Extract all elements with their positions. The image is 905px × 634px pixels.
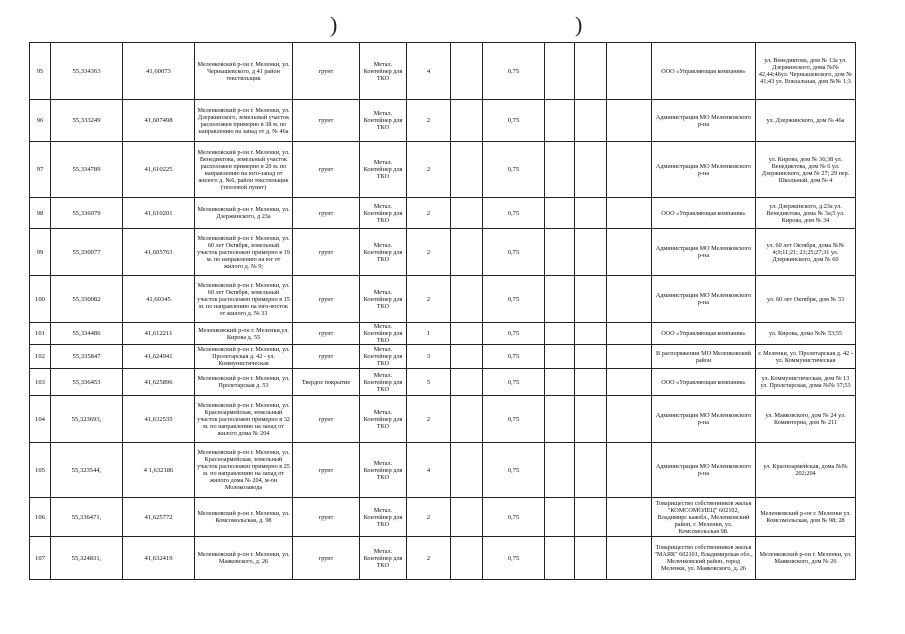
table-body [30,43,856,580]
latitude-cell: 55,323693, [51,396,123,443]
empty-cell [575,345,607,369]
container-type-cell: Метал. Контейнер для ТКО [360,537,407,580]
empty-cell [575,498,607,537]
table-row [30,396,856,443]
empty-cell [545,323,575,345]
owner-cell: Товарищество собственников жилья "КОМСОМОЛЕЦ" 602102, Владимирс каяобл., Меленковский район, г. Меленки, ул. Комсомольская 98. [652,498,756,537]
address-cell: Меленковский р-он г. Меленки, ул. 60 лет Октября, земельный участок расположен примерно в 15 м. по направлению на юго-восток от жилого д. № 33 [195,276,293,323]
table-row [30,229,856,276]
container-type-cell: Метал. Контейнер для ТКО [360,100,407,142]
surface-cell: грунт [293,537,360,580]
owner-cell: Администрация МО Меленковского р-на [652,396,756,443]
row-number: 105 [30,443,51,498]
latitude-cell: 55,334486 [51,323,123,345]
container-count-cell: 3 [407,345,451,369]
address-cell: Меленковский р-он г. Меленки, ул. Чернышевского, д 41 район текстильщик [195,43,293,100]
empty-cell [545,276,575,323]
empty-cell [451,323,483,345]
empty-cell [607,537,652,580]
empty-cell [451,198,483,229]
empty-cell [545,100,575,142]
served-addresses-cell: ул. Кирова, дом № 36;38 ул. Венедиктова, дом № 6 ул. Дзержинского, дом № 27; 29 пер. Школьный, дом № 4 [756,142,856,198]
empty-cell [451,142,483,198]
surface-cell: грунт [293,43,360,100]
latitude-cell: 55,336453 [51,369,123,396]
container-count-cell: 1 [407,323,451,345]
volume-cell: 0,75 [483,198,545,229]
row-number: 107 [30,537,51,580]
served-addresses-cell: ул. 60 лет Октября, дома №№ 4;9;11;21; 23;25;27;31 ул. Дзержинского, дом № 60 [756,229,856,276]
empty-cell [575,142,607,198]
owner-cell: Администрация МО Меленковского р-на [652,142,756,198]
table-row [30,142,856,198]
owner-cell: Администрация МО Меленковского р-на [652,443,756,498]
empty-cell [545,142,575,198]
empty-cell [607,198,652,229]
empty-cell [545,345,575,369]
row-number: 106 [30,498,51,537]
served-addresses-cell: ул. 60 лет Октября, дом № 33 [756,276,856,323]
row-number: 104 [30,396,51,443]
surface-cell: грунт [293,396,360,443]
container-count-cell: 5 [407,369,451,396]
empty-cell [575,323,607,345]
empty-cell [607,443,652,498]
empty-cell [607,345,652,369]
served-addresses-cell: ул. Кирова, дома №№ 53;55 [756,323,856,345]
empty-cell [575,276,607,323]
empty-cell [545,198,575,229]
container-count-cell: 4 [407,43,451,100]
longitude-cell: 41,607498 [123,100,195,142]
address-cell: Меленковский р-он г. Меленки, ул. Венедиктова, земельный участок расположен примерно в 20 м. по направлению на юго-запад от жилого д. №6, район текстильщик (тепловой пункт) [195,142,293,198]
empty-cell [575,369,607,396]
container-type-cell: Метал. Контейнер для ТКО [360,369,407,396]
table-row [30,198,856,229]
empty-cell [545,43,575,100]
empty-cell [575,100,607,142]
empty-cell [607,276,652,323]
volume-cell: 0,75 [483,229,545,276]
owner-cell: Администрация МО Меленковского р-на [652,100,756,142]
served-addresses-cell: ул. Красноармейская, дома №№ 202;204 [756,443,856,498]
table-row [30,369,856,396]
longitude-cell: 41,625772 [123,498,195,537]
page-mark-right: ) [575,12,583,37]
empty-cell [545,369,575,396]
address-cell: Меленковский р-он г. Меленки, ул. Красноармейская, земельный участок расположен примерно в 32 м. по направлению на запад от жилого дома № 204 [195,396,293,443]
empty-cell [575,396,607,443]
table-row [30,498,856,537]
empty-cell [607,323,652,345]
served-addresses-cell: ул. Дзержинского, д.23а ул. Венедиктова, дома № 3а;5 ул. Кирова, дом № 34 [756,198,856,229]
row-number: 99 [30,229,51,276]
address-cell: Меленковский р-он г. Меленки, ул. Красноармейская, земельный участок расположен примерно в 25 м. по направлению на запад от жилого дома № 204, м-он Молокозавода [195,443,293,498]
empty-cell [451,276,483,323]
latitude-cell: 55,336471, [51,498,123,537]
longitude-cell: 41,624941 [123,345,195,369]
latitude-cell: 55,334789 [51,142,123,198]
container-count-cell: 2 [407,537,451,580]
empty-cell [545,537,575,580]
row-number: 102 [30,345,51,369]
owner-cell: Администрация МО Меленковского р-на [652,276,756,323]
longitude-cell: 41,60345 [123,276,195,323]
address-cell: Меленковский р-он г. Меленки, ул. Пролетарская д. 42 - ул. Коммунистическая [195,345,293,369]
served-addresses-cell: Меленковский р-он г. Меленки ул. Комсомольская, дом № 98; 28 [756,498,856,537]
table-row [30,443,856,498]
row-number: 95 [30,43,51,100]
container-type-cell: Метал. Контейнер для ТКО [360,198,407,229]
address-cell: Меленковский р-он г. Меленки, ул. Дзержинского, земельный участок расположен примерно в 38 м. по направлению на запад от д. № 46а [195,100,293,142]
empty-cell [451,396,483,443]
address-cell: Меленковский р-он г. Меленки, ул. Маяковского, д. 26 [195,537,293,580]
container-type-cell: Метал. Контейнер для ТКО [360,396,407,443]
empty-cell [575,443,607,498]
longitude-cell: 41,60073 [123,43,195,100]
surface-cell: грунт [293,276,360,323]
container-type-cell: Метал. Контейнер для ТКО [360,323,407,345]
address-cell: Меленковский р-он г. Меленки, ул. Дзержинского, д 23а [195,198,293,229]
empty-cell [607,396,652,443]
container-count-cell: 2 [407,276,451,323]
table-row [30,43,856,100]
longitude-cell: 41,605763 [123,229,195,276]
latitude-cell: 55,336079 [51,198,123,229]
container-type-cell: Метал. Контейнер для ТКО [360,229,407,276]
row-number: 101 [30,323,51,345]
empty-cell [451,100,483,142]
table-row [30,100,856,142]
container-type-cell: Метал. Контейнер для ТКО [360,443,407,498]
empty-cell [451,537,483,580]
longitude-cell: 41,632419 [123,537,195,580]
empty-cell [607,498,652,537]
container-type-cell: Метал. Контейнер для ТКО [360,142,407,198]
empty-cell [545,498,575,537]
empty-cell [451,345,483,369]
owner-cell: ООО «Управляющая компания» [652,43,756,100]
row-number: 100 [30,276,51,323]
surface-cell: Твердое покрытие [293,369,360,396]
surface-cell: грунт [293,498,360,537]
container-count-cell: 4 [407,443,451,498]
table-row [30,323,856,345]
longitude-cell: 41,610225 [123,142,195,198]
address-cell: Меленковский р-он г. Меленки, ул. Комсомольская, д. 98 [195,498,293,537]
served-addresses-cell: ул. Маяковского, дом № 24 ул. Коминтерна, дом № 211 [756,396,856,443]
empty-cell [451,229,483,276]
volume-cell: 0,75 [483,498,545,537]
empty-cell [451,43,483,100]
volume-cell: 0,75 [483,43,545,100]
container-count-cell: 2 [407,229,451,276]
empty-cell [575,198,607,229]
address-cell: Меленковский р-он г. Меленки, ул. 60 лет Октября, земельный участок расположен примерно в 19 м. по направлению на юг от жилого д. № 9; [195,229,293,276]
row-number: 97 [30,142,51,198]
latitude-cell: 55,323544, [51,443,123,498]
latitude-cell: 55,334363 [51,43,123,100]
volume-cell: 0,75 [483,345,545,369]
owner-cell: ООО «Управляющая компания» [652,369,756,396]
surface-cell: грунт [293,229,360,276]
surface-cell: грунт [293,443,360,498]
empty-cell [545,396,575,443]
volume-cell: 0,75 [483,100,545,142]
served-addresses-cell: ул. Венедиктова, дом № 13а ул. Дзержинского, дома №№ 42,44;46ул. Чернышевского, дом № 41;43 ул. Вокзальная, дом №№ 1;3 [756,43,856,100]
table-row [30,537,856,580]
surface-cell: грунт [293,100,360,142]
table-row [30,345,856,369]
empty-cell [451,443,483,498]
empty-cell [607,100,652,142]
latitude-cell: 55,324831, [51,537,123,580]
row-number: 98 [30,198,51,229]
served-addresses-cell: г. Меленки, ул. Пролетарская д. 42 - ул. Коммунистическая [756,345,856,369]
owner-cell: В распоряжении МО Меленковский район [652,345,756,369]
longitude-cell: 41,625896 [123,369,195,396]
empty-cell [575,229,607,276]
container-count-cell: 2 [407,198,451,229]
empty-cell [607,369,652,396]
container-type-cell: Метал. Контейнер для ТКО [360,345,407,369]
volume-cell: 0,75 [483,276,545,323]
owner-cell: ООО «Управляющая компания» [652,323,756,345]
volume-cell: 0,75 [483,323,545,345]
owner-cell: ООО «Управляющая компания» [652,198,756,229]
served-addresses-cell: Меленковский р-он г. Меленки, ул. Маяковского, дом № 26 [756,537,856,580]
surface-cell: грунт [293,323,360,345]
row-number: 96 [30,100,51,142]
container-count-cell: 2 [407,396,451,443]
volume-cell: 0,75 [483,142,545,198]
volume-cell: 0,75 [483,443,545,498]
served-addresses-cell: ул. Дзержинского, дом № 46а [756,100,856,142]
latitude-cell: 55,330082 [51,276,123,323]
empty-cell [451,369,483,396]
longitude-cell: 41,612211 [123,323,195,345]
longitude-cell: 41,610201 [123,198,195,229]
surface-cell: грунт [293,142,360,198]
latitude-cell: 55,330077 [51,229,123,276]
empty-cell [607,43,652,100]
empty-cell [575,537,607,580]
address-cell: Меленковский р-он г. Меленки, ул. Пролетарская д. 53 [195,369,293,396]
volume-cell: 0,75 [483,396,545,443]
latitude-cell: 55,335847 [51,345,123,369]
container-count-cell: 2 [407,142,451,198]
container-count-cell: 2 [407,498,451,537]
address-cell: Меленковский р-он г. Меленки,ул. Кирова д. 55 [195,323,293,345]
empty-cell [607,142,652,198]
owner-cell: Администрация МО Меленковского р-на [652,229,756,276]
longitude-cell: 4 1,632186 [123,443,195,498]
empty-cell [545,443,575,498]
volume-cell: 0,75 [483,537,545,580]
latitude-cell: 55,333249 [51,100,123,142]
surface-cell: грунт [293,345,360,369]
table-row [30,276,856,323]
empty-cell [575,43,607,100]
volume-cell: 0,75 [483,369,545,396]
empty-cell [545,229,575,276]
container-type-cell: Метал. Контейнер для ТКО [360,276,407,323]
row-number: 103 [30,369,51,396]
longitude-cell: 41,632535 [123,396,195,443]
container-count-cell: 2 [407,100,451,142]
empty-cell [451,498,483,537]
container-type-cell: Метал. Контейнер для ТКО [360,43,407,100]
page-mark-left: ) [330,12,338,37]
surface-cell: грунт [293,198,360,229]
container-sites-table [29,42,856,580]
empty-cell [607,229,652,276]
container-type-cell: Метал. Контейнер для ТКО [360,498,407,537]
owner-cell: Товарищество собственников жилья "МАЯК" 602101, Владимирская обл., Меленковский район, город Меленки, ул. Маяковского, д. 26 [652,537,756,580]
served-addresses-cell: ул. Коммунистическая, дом № 13 ул. Пролетарская, дома №№ 37;53 [756,369,856,396]
